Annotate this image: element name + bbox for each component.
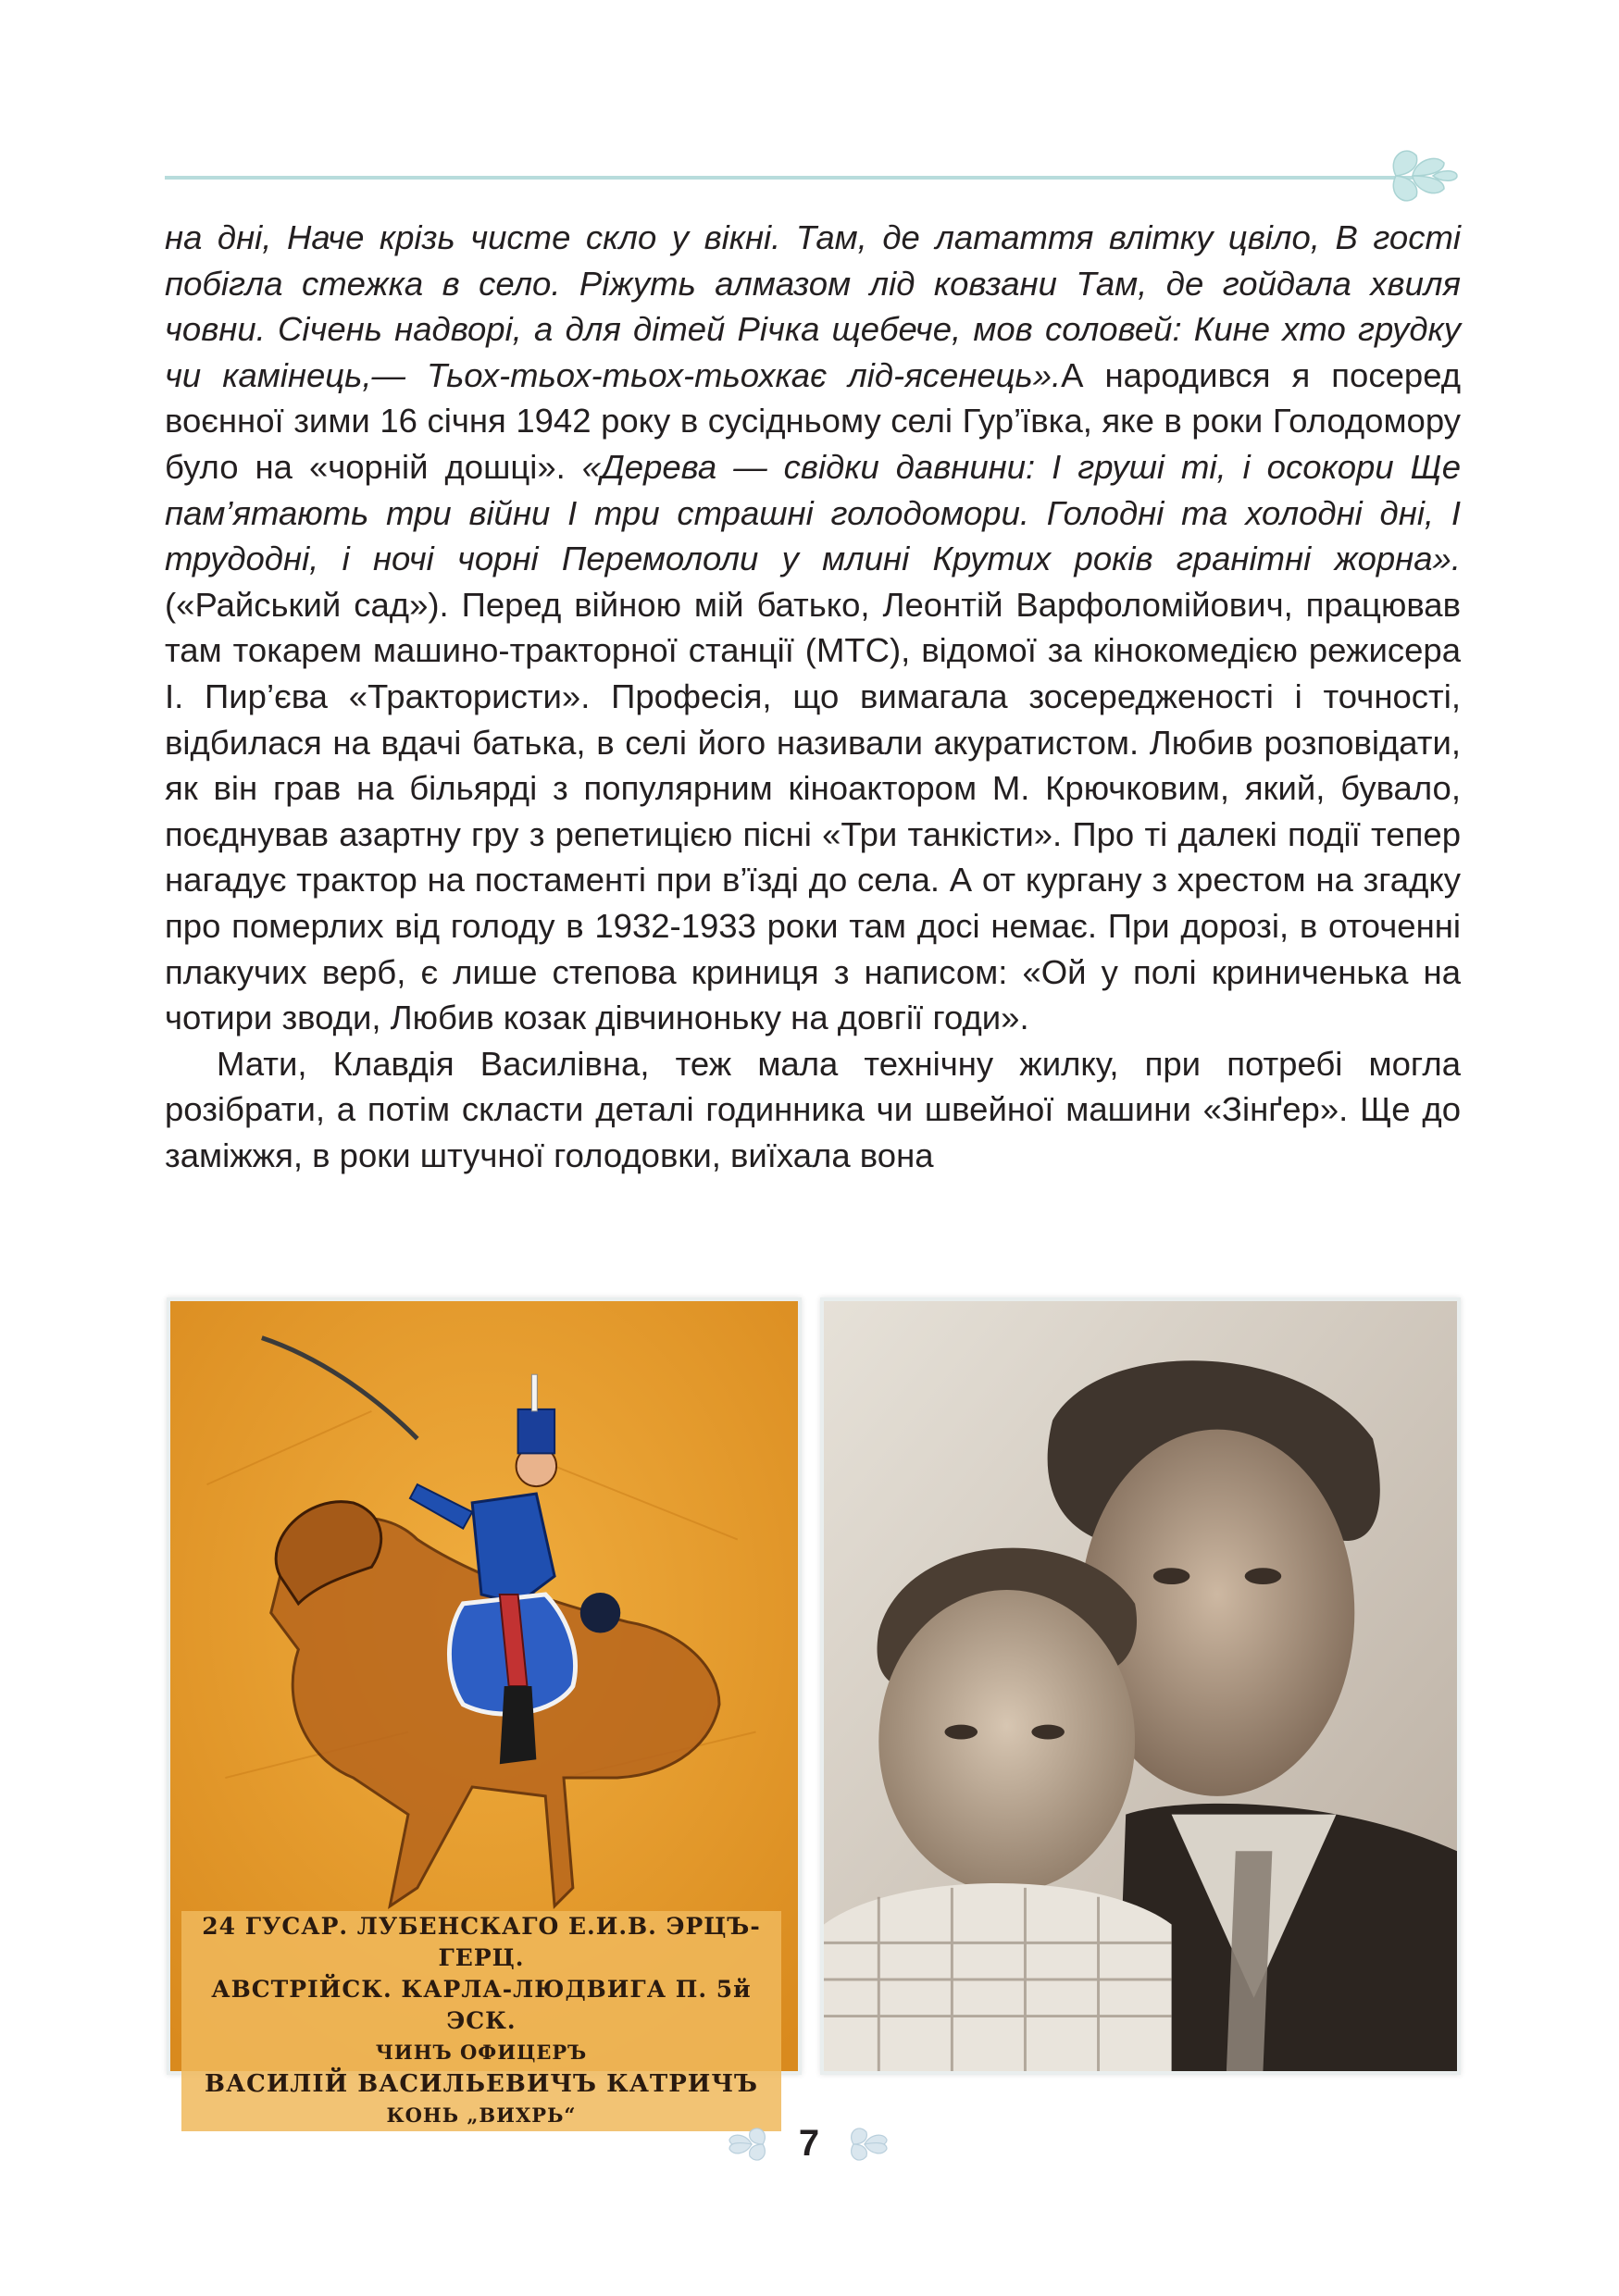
text-run-2: («Райський сад»). Перед війною мій батько, Леонтій Варфоломійович, працював там токарем машино-тракторної станції (МТС), відомої за кінокомедією режисера І. Пир’єва «Трактористи». Професія, що вимагала зосередженості і точності, відбилася на вдачі батька, в селі його називали акуратистом. Любив розповідати, як він грав на більярді з популярним кіноактором М. Крючковим, який, бувало, поєднував азартну гру з репетицією пісні «Три танкісти». Про ті далекі події тепер нагадує трактор на постаменті при в’їзді до села. А от кургану з хрестом на згадку про померлих від голоду в 1932-1933 роки там досі немає. При дорозі, в оточенні плакучих верб, є лише степова криниця з написом: «Ой у полі криниченька на чотири зводи, Любив козак дівчиноньку на довгії годи». (165, 585, 1461, 1037)
caption-line-5: КОНЬ „ВИХРЬ“ (181, 2100, 781, 2131)
header-rule (165, 176, 1414, 180)
main-text (165, 215, 1461, 1178)
caption-line-2: АВСТРІЙСК. КАРЛА-ЛЮДВИГА П. 5й ЭСК. (181, 1974, 781, 2037)
floral-ornament-left-icon (726, 2121, 776, 2167)
page-number: 7 (798, 2123, 820, 2164)
caption-line-1: 24 ГУСАР. ЛУБЕНСКАГО Е.И.В. ЭРЦЪ-ГЕРЦ. (181, 1911, 781, 1974)
floral-ornament-icon (1377, 139, 1461, 213)
paragraph-1 (165, 215, 1461, 1041)
poem-quote-2: «Дерева — свідки давнини: І груші ті, і осокори Ще пам’ятають три війни І три страшні голодомори. Голодні та холодні дні, І трудодні, і ночі чорні Перемололи у млині Крутих років гранітні жорна». (165, 447, 1461, 578)
poem-quote-1: на дні, Наче крізь чисте скло у вікні. Там, де латаття влітку цвіло, В гості побігла стежка в село. Ріжуть алмазом лід ковзани Там, де гойдала хвиля човни. Січень надворі, а для дітей Річка щебече, мов соловей: Кине хто грудку чи камінець,— Тьох-тьох-тьох-тьохкає лід-ясенець». (165, 218, 1461, 394)
couple-portrait-photo (820, 1297, 1461, 2075)
floral-ornament-right-icon (841, 2121, 890, 2167)
caption-line-3: ЧИНЪ ОФИЦЕРЪ (181, 2037, 781, 2068)
painting-caption (176, 1911, 787, 2131)
paragraph-2: Мати, Клавдія Василівна, теж мала технічну жилку, при потребі могла розібрати, а потім скласти деталі годинника чи швейної машини «Зінґер». Ще до заміжжя, в роки штучної голодовки, виїхала вона (165, 1044, 1461, 1174)
text-run-1: А народився я посеред воєнної зими 16 січня 1942 року в сусідньому селі Гур’ївка, яке в роки Голодомору було на «чорній дошці». (165, 355, 1461, 486)
page-footer (0, 2119, 1619, 2171)
caption-line-4: ВАСИЛІЙ ВАСИЛЬЕВИЧЪ КАТРИЧЪ (181, 2068, 781, 2100)
